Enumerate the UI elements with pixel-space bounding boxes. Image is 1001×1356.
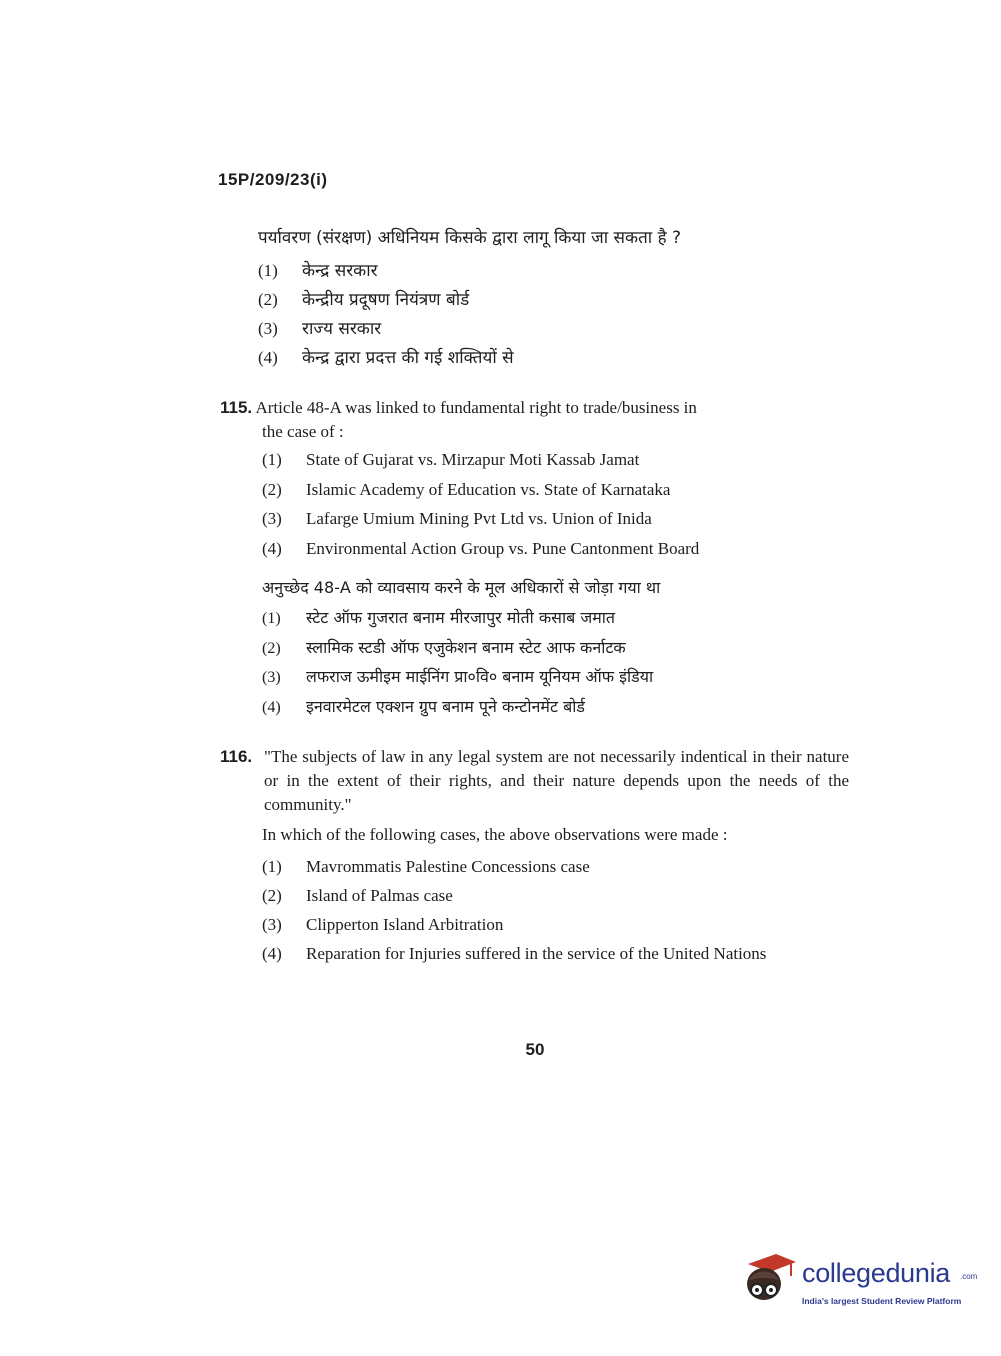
question-line-2: the case of : — [262, 422, 344, 441]
option-number: (3) — [262, 669, 281, 686]
option-text: केन्द्र सरकार — [302, 261, 378, 281]
question-115 — [220, 396, 850, 724]
option-text: स्टेट ऑफ गुजरात बनाम मीरजापुर मोती कसाब जमात — [306, 608, 616, 627]
option-item — [262, 942, 850, 966]
option-text: इनवारमेटल एक्शन ग्रुप बनाम पूने कन्टोनमेंट बोर्ड — [306, 696, 585, 716]
option-number: (3) — [262, 915, 282, 934]
option-item — [258, 286, 818, 315]
option-item — [262, 480, 850, 510]
option-item — [258, 315, 818, 344]
option-text: Clipperton Island Arbitration — [306, 915, 504, 934]
page-number: 50 — [525, 1040, 545, 1059]
question-number: 115. — [220, 398, 253, 417]
option-number: (4) — [262, 944, 282, 963]
option-item — [262, 539, 850, 569]
option-text: Lafarge Umium Mining Pvt Ltd vs. Union of Inida — [306, 509, 652, 528]
question-text — [220, 396, 850, 420]
option-text: केन्द्र द्वारा प्रदत्त की गई शक्तियों से — [302, 348, 514, 368]
question-114-hindi — [258, 225, 818, 373]
option-number: (4) — [258, 348, 278, 367]
option-text: Mavrommatis Palestine Concessions case — [306, 857, 590, 876]
question-text: पर्यावरण (संरक्षण) अधिनियम किसके द्वारा लागू किया जा सकता है ? — [258, 228, 682, 248]
option-number: (3) — [262, 509, 282, 528]
logo-wordmark: collegedunia — [802, 1258, 951, 1288]
option-list — [220, 450, 850, 568]
option-item — [258, 344, 818, 373]
option-item — [262, 509, 850, 539]
option-text: Reparation for Injuries suffered in the service of the United Nations — [306, 944, 767, 963]
question-number: 116. — [220, 747, 253, 766]
option-text: स्लामिक स्टडी ऑफ एजुकेशन बनाम स्टेट आफ कर्नाटक — [306, 637, 626, 657]
option-text: State of Gujarat vs. Mirzapur Moti Kassab Jamat — [306, 450, 640, 469]
option-text: Island of Palmas case — [306, 886, 453, 905]
option-item — [258, 257, 818, 286]
option-item — [262, 695, 850, 725]
option-number: (2) — [262, 479, 282, 499]
option-text: Islamic Academy of Education vs. State of Karnataka — [306, 479, 671, 499]
option-number: (3) — [258, 319, 278, 338]
option-list — [258, 257, 818, 373]
option-number: (1) — [262, 857, 282, 876]
question-116 — [220, 745, 850, 966]
option-item — [262, 665, 850, 695]
option-number: (2) — [262, 639, 281, 657]
option-text: लफराज ऊमीइम माईनिंग प्रा०वि० बनाम यूनियम ऑफ इंडिया — [306, 667, 654, 686]
option-text: Environmental Action Group vs. Pune Cantonment Board — [306, 538, 700, 558]
question-quote: "The subjects of law in any legal system are not necessarily indentical in their nature or in the extent of their rights, and their nature depends upon the needs of the community." — [264, 747, 849, 814]
hindi-question-text: अनुच्छेद 48-A को व्यावसाय करने के मूल अधिकारों से जोड़ा गया था — [262, 578, 661, 597]
paper-code: 15P/209/23(i) — [218, 170, 328, 189]
question-text: In which of the following cases, the above observations were made : — [262, 825, 728, 844]
option-item — [262, 913, 850, 942]
option-item — [262, 450, 850, 480]
option-number: (2) — [258, 290, 278, 309]
logo-tagline: India's largest Student Review Platform — [802, 1296, 962, 1306]
option-text: केन्द्रीय प्रदूषण नियंत्रण बोर्ड — [302, 290, 470, 310]
hindi-option-list — [262, 606, 850, 724]
question-line-1: Article 48-A was linked to fundamental right to trade/business in — [255, 398, 697, 417]
option-text: राज्य सरकार — [302, 319, 382, 339]
option-number: (1) — [262, 610, 281, 627]
option-number: (2) — [262, 886, 282, 905]
mascot-icon — [740, 1250, 798, 1310]
logo-domain-suffix: .com — [960, 1272, 978, 1281]
option-number: (4) — [262, 538, 282, 558]
option-list — [220, 855, 850, 966]
question-115-hindi — [220, 576, 850, 724]
option-number: (4) — [262, 698, 281, 716]
option-number: (1) — [258, 261, 278, 280]
option-item — [262, 855, 850, 884]
option-item — [262, 636, 850, 666]
option-number: (1) — [262, 450, 282, 469]
option-item — [262, 884, 850, 913]
collegedunia-logo — [740, 1250, 980, 1320]
option-item — [262, 606, 850, 636]
